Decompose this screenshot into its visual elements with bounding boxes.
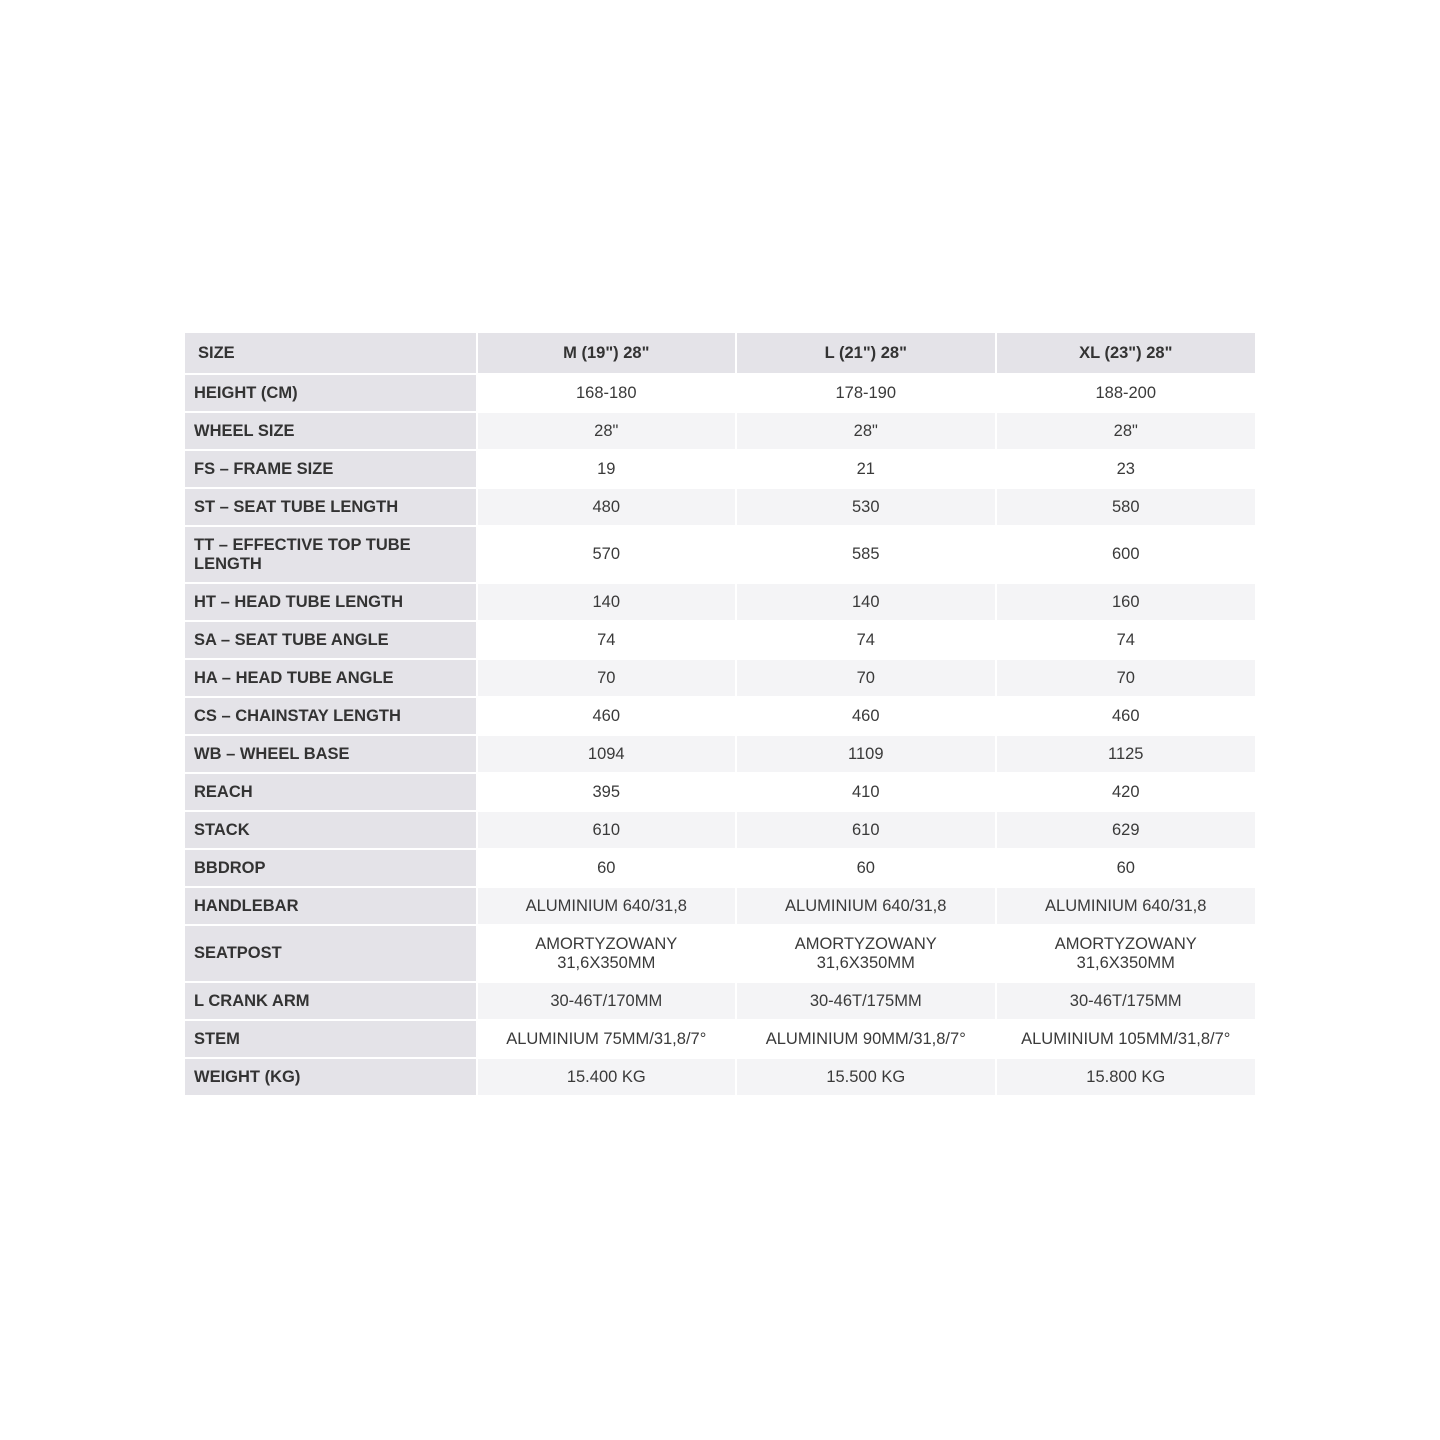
- table-cell: 1125: [996, 735, 1256, 773]
- row-label: REACH: [185, 773, 477, 811]
- table-cell: 585: [736, 526, 995, 583]
- table-cell: AMORTYZOWANY 31,6X350MM: [477, 925, 736, 982]
- table-cell: 21: [736, 450, 995, 488]
- table-row: [185, 488, 1255, 526]
- header-cell-l: L (21") 28": [736, 333, 995, 374]
- row-label: STACK: [185, 811, 477, 849]
- table-cell: 178-190: [736, 374, 995, 412]
- table-cell: 530: [736, 488, 995, 526]
- table-cell: ALUMINIUM 90MM/31,8/7°: [736, 1020, 995, 1058]
- table-cell: 60: [477, 849, 736, 887]
- row-label: HEIGHT (CM): [185, 374, 477, 412]
- table-cell: 140: [477, 583, 736, 621]
- table-row: [185, 811, 1255, 849]
- table-cell: 23: [996, 450, 1256, 488]
- header-cell-size: SIZE: [185, 333, 477, 374]
- table-cell: 610: [736, 811, 995, 849]
- header-row: [185, 333, 1255, 374]
- table-cell: 460: [736, 697, 995, 735]
- row-label: HA – HEAD TUBE ANGLE: [185, 659, 477, 697]
- table-cell: 15.500 KG: [736, 1058, 995, 1096]
- row-label: SEATPOST: [185, 925, 477, 982]
- geometry-table: [185, 333, 1255, 1097]
- table-cell: 570: [477, 526, 736, 583]
- table-cell: 19: [477, 450, 736, 488]
- table-cell: 480: [477, 488, 736, 526]
- table-cell: 460: [996, 697, 1256, 735]
- row-label: BBDROP: [185, 849, 477, 887]
- table-cell: 140: [736, 583, 995, 621]
- table-cell: 1109: [736, 735, 995, 773]
- table-row: [185, 773, 1255, 811]
- row-label: FS – FRAME SIZE: [185, 450, 477, 488]
- row-label: STEM: [185, 1020, 477, 1058]
- table-cell: 70: [996, 659, 1256, 697]
- table-cell: AMORTYZOWANY 31,6X350MM: [736, 925, 995, 982]
- table-row: [185, 412, 1255, 450]
- table-cell: 70: [736, 659, 995, 697]
- table-cell: 74: [736, 621, 995, 659]
- table-row: [185, 526, 1255, 583]
- table-row: [185, 925, 1255, 982]
- table-cell: 60: [996, 849, 1256, 887]
- table-cell: ALUMINIUM 75MM/31,8/7°: [477, 1020, 736, 1058]
- table-cell: AMORTYZOWANY 31,6X350MM: [996, 925, 1256, 982]
- table-cell: 15.400 KG: [477, 1058, 736, 1096]
- table-cell: ALUMINIUM 640/31,8: [477, 887, 736, 925]
- row-label: L CRANK ARM: [185, 982, 477, 1020]
- table-cell: 15.800 KG: [996, 1058, 1256, 1096]
- table-cell: 420: [996, 773, 1256, 811]
- row-label: ST – SEAT TUBE LENGTH: [185, 488, 477, 526]
- table-row: [185, 450, 1255, 488]
- row-label: CS – CHAINSTAY LENGTH: [185, 697, 477, 735]
- table-row: [185, 1058, 1255, 1096]
- table-cell: 610: [477, 811, 736, 849]
- row-label: TT – EFFECTIVE TOP TUBE LENGTH: [185, 526, 477, 583]
- row-label: WEIGHT (KG): [185, 1058, 477, 1096]
- header-cell-xl: XL (23") 28": [996, 333, 1256, 374]
- table-cell: 30-46T/175MM: [736, 982, 995, 1020]
- table-cell: ALUMINIUM 105MM/31,8/7°: [996, 1020, 1256, 1058]
- table-cell: 168-180: [477, 374, 736, 412]
- table-cell: 70: [477, 659, 736, 697]
- row-label: WB – WHEEL BASE: [185, 735, 477, 773]
- table-cell: 28": [477, 412, 736, 450]
- row-label: HT – HEAD TUBE LENGTH: [185, 583, 477, 621]
- table-cell: 460: [477, 697, 736, 735]
- table-cell: 28": [736, 412, 995, 450]
- table-row: [185, 697, 1255, 735]
- table-cell: 74: [477, 621, 736, 659]
- table-row: [185, 583, 1255, 621]
- header-cell-m: M (19") 28": [477, 333, 736, 374]
- table-cell: 188-200: [996, 374, 1256, 412]
- row-label: HANDLEBAR: [185, 887, 477, 925]
- row-label: SA – SEAT TUBE ANGLE: [185, 621, 477, 659]
- table-cell: 30-46T/170MM: [477, 982, 736, 1020]
- table-cell: 60: [736, 849, 995, 887]
- row-label: WHEEL SIZE: [185, 412, 477, 450]
- table-row: [185, 887, 1255, 925]
- table-row: [185, 621, 1255, 659]
- table-cell: 74: [996, 621, 1256, 659]
- table-row: [185, 374, 1255, 412]
- table-header: [185, 333, 1255, 374]
- table-cell: 1094: [477, 735, 736, 773]
- table-row: [185, 1020, 1255, 1058]
- table-cell: 30-46T/175MM: [996, 982, 1256, 1020]
- table-row: [185, 659, 1255, 697]
- table-cell: 629: [996, 811, 1256, 849]
- table-cell: 28": [996, 412, 1256, 450]
- table-cell: ALUMINIUM 640/31,8: [996, 887, 1256, 925]
- table-cell: 600: [996, 526, 1256, 583]
- table-cell: ALUMINIUM 640/31,8: [736, 887, 995, 925]
- table-row: [185, 849, 1255, 887]
- table-cell: 580: [996, 488, 1256, 526]
- table-cell: 395: [477, 773, 736, 811]
- table-row: [185, 982, 1255, 1020]
- table-cell: 160: [996, 583, 1256, 621]
- table-cell: 410: [736, 773, 995, 811]
- table-body: [185, 374, 1255, 1096]
- table-row: [185, 735, 1255, 773]
